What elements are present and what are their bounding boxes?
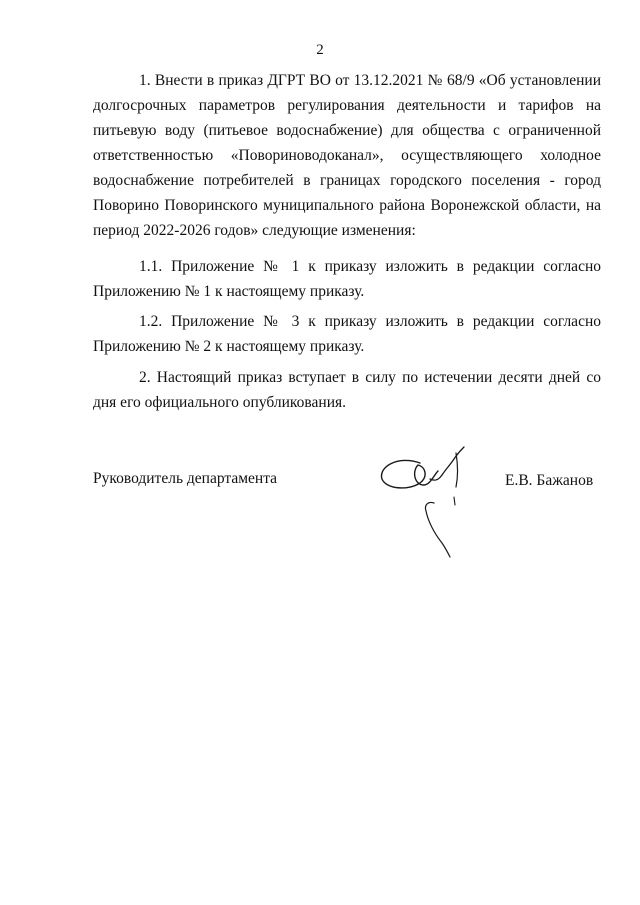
paragraph-text: 1.1. Приложение № 1 к приказу изложить в редакции согласно Приложению № 1 к настоящему приказу. (93, 258, 601, 300)
paragraph-text: 1.2. Приложение № 3 к приказу изложить в редакции согласно Приложению № 2 к настоящему приказу. (93, 313, 601, 355)
signatory-title: Руководитель департамента (93, 470, 278, 487)
paragraph-effective-date (93, 365, 601, 415)
paragraph-item-1-2 (93, 309, 601, 359)
paragraph-item-1-1 (93, 254, 601, 304)
signatory-name: Е.В. Бажанов (505, 472, 594, 489)
paragraph-text: 1. Внести в приказ ДГРТ ВО от 13.12.2021 № 68/9 «Об установлении долгосрочных параметров регулирования деятельности и тарифов на питьевую воду (питьевое водоснабжение) для общества с ограниченной ответственностью «Поворинoводоканал», осуществляющего холодное водоснабжение потребителей в границах городского поселения - город Поворино Поворинского муниципального района Воронежской области, на период 2022-2026 годов» следующие изменения: (93, 72, 601, 239)
page-number: 2 (316, 42, 324, 58)
paragraph-text: 2. Настоящий приказ вступает в силу по истечении десяти дней со дня его официального опубликования. (93, 369, 601, 411)
paragraph-amendment-intro (93, 68, 601, 243)
handwritten-signature (368, 445, 488, 560)
